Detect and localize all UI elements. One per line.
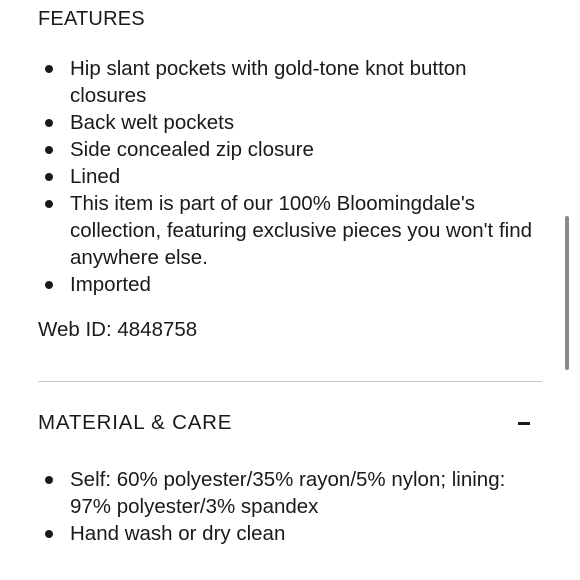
list-item: This item is part of our 100% Bloomingdale's collection, featuring exclusive pieces you won't find anywhere else. bbox=[38, 190, 538, 271]
list-item: Self: 60% polyester/35% rayon/5% nylon; lining: 97% polyester/3% spandex bbox=[38, 466, 538, 520]
section-divider bbox=[38, 381, 542, 382]
material-care-toggle[interactable] bbox=[38, 406, 542, 440]
features-heading: FEATURES bbox=[38, 8, 145, 30]
list-item: Back welt pockets bbox=[38, 109, 538, 136]
list-item: Lined bbox=[38, 163, 538, 190]
scrollbar[interactable] bbox=[565, 216, 569, 370]
material-care-heading: MATERIAL & CARE bbox=[38, 411, 233, 434]
features-list bbox=[38, 55, 538, 298]
list-item: Side concealed zip closure bbox=[38, 136, 538, 163]
list-item: Imported bbox=[38, 271, 538, 298]
material-care-list bbox=[38, 466, 538, 547]
list-item: Hip slant pockets with gold-tone knot button closures bbox=[38, 55, 538, 109]
web-id: Web ID: 4848758 bbox=[38, 318, 198, 341]
minus-icon[interactable] bbox=[514, 413, 534, 433]
list-item: Hand wash or dry clean bbox=[38, 520, 538, 547]
